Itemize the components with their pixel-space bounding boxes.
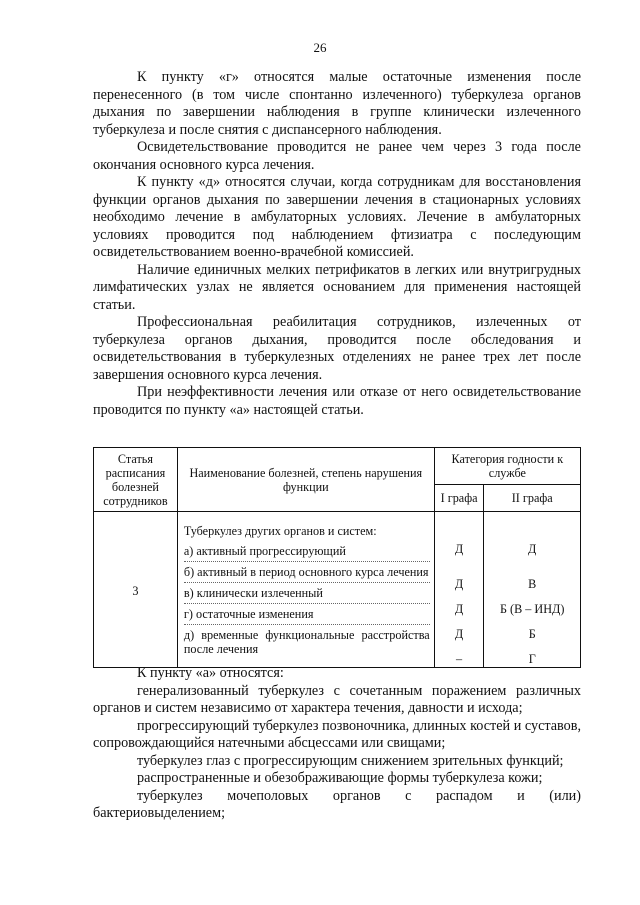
- page-number: 26: [313, 40, 327, 55]
- graph-2-value: Б (В – ИНД): [500, 602, 565, 616]
- disease-row: г) остаточные изменения: [184, 604, 430, 625]
- header-graph-2: II графа: [484, 485, 581, 512]
- paragraph: К пункту «г» относятся малые остаточные изменения после перенесенного (в том числе спонтанно излеченного) туберкулеза органов дыхания по завершении наблюдения в группе клинически излеченного туберкулеза и после снятия с диспансерного наблюдения.: [93, 69, 581, 138]
- disease-row: а) активный прогрессирующий: [184, 541, 430, 562]
- paragraph: Профессиональная реабилитация сотрудников, излеченных от туберкулеза органов дыхания, проводится после обследования и освидетельствования в туберкулезных отделениях не ранее трех лет после завершения основного курса лечения.: [93, 314, 581, 383]
- graph-1-values: [434, 512, 484, 668]
- graph-2-value: Г: [528, 652, 536, 666]
- header-article: Статья расписания болезней сотрудников: [94, 448, 178, 512]
- paragraph: Наличие единичных мелких петрификатов в легких или внутригрудных лимфатических узлах не является основанием для применения настоящей статьи.: [93, 261, 581, 313]
- graph-2-value: Д: [528, 542, 537, 556]
- paragraph: прогрессирующий туберкулез позвоночника, длинных костей и суставов, сопровождающийся натечными абсцессами или свищами;: [93, 717, 581, 751]
- header-category: Категория годности к службе: [434, 448, 580, 485]
- header-graph-1: I графа: [434, 485, 484, 512]
- group-title: Туберкулез других органов и систем:: [183, 523, 377, 538]
- paragraph: распространенные и обезображивающие формы туберкулеза кожи;: [137, 770, 543, 786]
- fitness-category-table: [93, 447, 581, 668]
- paragraph: К пункту «а» относятся:: [137, 665, 284, 681]
- header-disease: Наименование болезней, степень нарушения функции: [177, 448, 434, 512]
- graph-1-value: Д: [454, 577, 464, 591]
- paragraph: Освидетельствование проводится не ранее чем через 3 года после окончания основного курса лечения.: [93, 139, 581, 173]
- graph-1-value: Д: [454, 542, 464, 556]
- text-block-top: [93, 69, 581, 419]
- paragraph: туберкулез глаз с прогрессирующим снижением зрительных функций;: [137, 752, 564, 769]
- graph-2-value: Б: [528, 627, 536, 641]
- text-block-bottom: [93, 665, 581, 823]
- graph-1-value: –: [456, 652, 463, 666]
- graph-2-value: В: [528, 577, 537, 591]
- graph-1-value: Д: [454, 602, 464, 616]
- disease-row: б) активный в период основного курса лечения: [184, 562, 430, 583]
- disease-row: в) клинически излеченный: [184, 583, 430, 604]
- paragraph: туберкулез мочеполовых органов с распадом и (или) бактериовыделением;: [93, 787, 581, 821]
- article-number: 3: [94, 512, 178, 668]
- disease-list: [177, 512, 434, 668]
- graph-1-value: Д: [454, 627, 464, 641]
- paragraph: генерализованный туберкулез с сочетанным поражением различных органов и систем независимо от характера течения, давности и исхода;: [93, 682, 581, 716]
- paragraph: К пункту «д» относятся случаи, когда сотрудникам для восстановления функции органов дыхания по завершении лечения в стационарных условиях необходимо лечение в амбулаторных условиях. Лечение в амбулаторных условиях проводится под наблюдением фтизиатра с последующим освидетельствованием военно-врачебной комиссией.: [93, 174, 581, 260]
- graph-2-values: [484, 512, 581, 668]
- disease-row: д) временные функциональные расстройства после лечения: [183, 627, 430, 656]
- paragraph: При неэффективности лечения или отказе от него освидетельствование проводится по пункту «а» настоящей статьи.: [93, 384, 581, 418]
